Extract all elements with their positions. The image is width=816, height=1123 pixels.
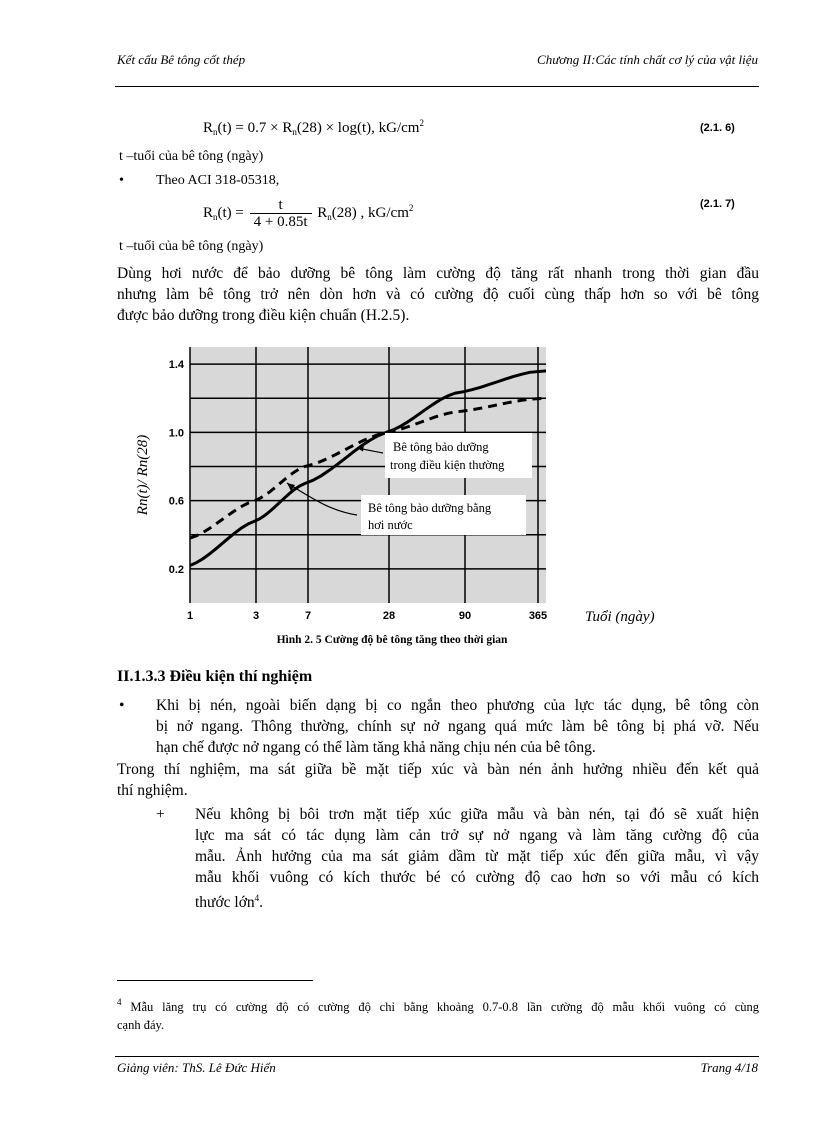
- equation-number-1: (2.1. 6): [700, 122, 735, 134]
- t-definition-1: t –tuổi của bê tông (ngày): [119, 149, 264, 164]
- footnote: $^4$ Mẫu lăng trụ có cường độ có cường độ chỉ bằng khoảng 0.7-0.8 lần cường độ mẫu khối vuông có cùng cạnh đáy.: [117, 997, 759, 1032]
- bullet-marker: •: [119, 173, 124, 188]
- footer-rule: [115, 1056, 759, 1057]
- plus-marker: +: [156, 806, 165, 823]
- plus-item-friction-effect: Nếu không bị bôi trơn mặt tiếp xúc giữa mẫu và bàn nén, tại đó sẽ xuất hiện lực ma sát có tác dụng làm cản trở sự nở ngang và làm tăng cường độ của mẫu. Ảnh hưởng của ma sát giảm dầm từ mặt tiếp xúc đến giữa mẫu, vì vậy mẫu khối vuông có kích thước bé có cường độ cao hơn so với mẫu có kích thước lớn$^4$.: [195, 806, 759, 911]
- footnote-reference[interactable]: 4: [254, 893, 260, 903]
- header-left: Kết cấu Bê tông cốt thép: [117, 52, 246, 67]
- paragraph-friction: Trong thí nghiệm, ma sát giữa bề mặt tiếp xúc và bàn nén ảnh hưởng nhiều đến kết quả thí nghiệm.: [117, 761, 759, 799]
- equation-2-1-7: $R_n(t)$ = $\frac{t}{4 + 0.85t}$ $R_n(28)$ , $kG/cm^2$: [203, 197, 414, 230]
- strength-growth-chart: [125, 325, 665, 630]
- chart-y-tick-label: 0.6: [168, 495, 184, 508]
- header-right: Chương II:Các tính chất cơ lý của vật liệu: [537, 52, 758, 67]
- header-rule: [115, 86, 759, 87]
- bullet-aci: Theo ACI 318-05318,: [156, 173, 280, 188]
- chart-x-tick-label: 3: [252, 610, 260, 622]
- chart-y-tick-label: 1.0: [168, 427, 184, 440]
- chart-x-tick-label: 90: [458, 610, 472, 622]
- paragraph-steam-curing: Dùng hơi nước để bảo dưỡng bê tông làm cường độ tăng rất nhanh trong thời gian đầu nhưng làm bê tông trở nên dòn hơn và có cường độ cuối cùng thấp hơn so với bê tông được bảo dưỡng trong điều kiện chuẩn (H.2.5).: [117, 265, 759, 324]
- chart-ylabel: Rn(t)/ Rn(28): [135, 434, 151, 516]
- chart-x-tick-label: 365: [528, 610, 548, 622]
- section-heading: II.1.3.3 Điều kiện thí nghiệm: [117, 668, 313, 685]
- bullet-lateral-expansion: Khi bị nén, ngoài biến dạng bị co ngắn theo phương của lực tác dụng, bê tông còn bị nở ngang. Thông thường, chính sự nở ngang quá mức làm bê tông bị phá vỡ. Nếu hạn chế được nở ngang có thể làm tăng khả năng chịu nén của bê tông.: [156, 697, 759, 756]
- chart-y-tick-label: 0.2: [168, 563, 184, 576]
- annotation-steam-line2: hơi nước: [368, 518, 413, 532]
- annotation-normal-line2: trong điều kiện thường: [390, 458, 505, 472]
- footnote-rule: [117, 980, 313, 981]
- annotation-steam-line1: Bê tông bảo dưỡng bằng: [368, 501, 492, 515]
- footer-right: Trang 4/18: [700, 1060, 758, 1075]
- chart-x-tick-label: 1: [186, 610, 194, 622]
- footer-left: Giảng viên: ThS. Lê Đức Hiển: [117, 1060, 276, 1075]
- chart-y-tick-label: 1.4: [168, 359, 184, 372]
- equation-number-2: (2.1. 7): [700, 198, 735, 210]
- equation-2-1-6: $R_n(t) = 0.7 \times R_n(28) \times \log(t)$, $kG/cm^2$: [203, 118, 424, 137]
- annotation-normal-line1: Bê tông bảo dưỡng: [393, 440, 489, 454]
- chart-xlabel: Tuổi (ngày): [585, 609, 655, 625]
- t-definition-2: t –tuổi của bê tông (ngày): [119, 239, 264, 254]
- figure-caption: Hình 2. 5 Cường độ bê tông tăng theo thời gian: [276, 634, 508, 646]
- bullet-marker-2: •: [119, 697, 125, 714]
- chart-x-tick-label: 28: [382, 610, 396, 622]
- chart-x-tick-label: 7: [304, 610, 312, 622]
